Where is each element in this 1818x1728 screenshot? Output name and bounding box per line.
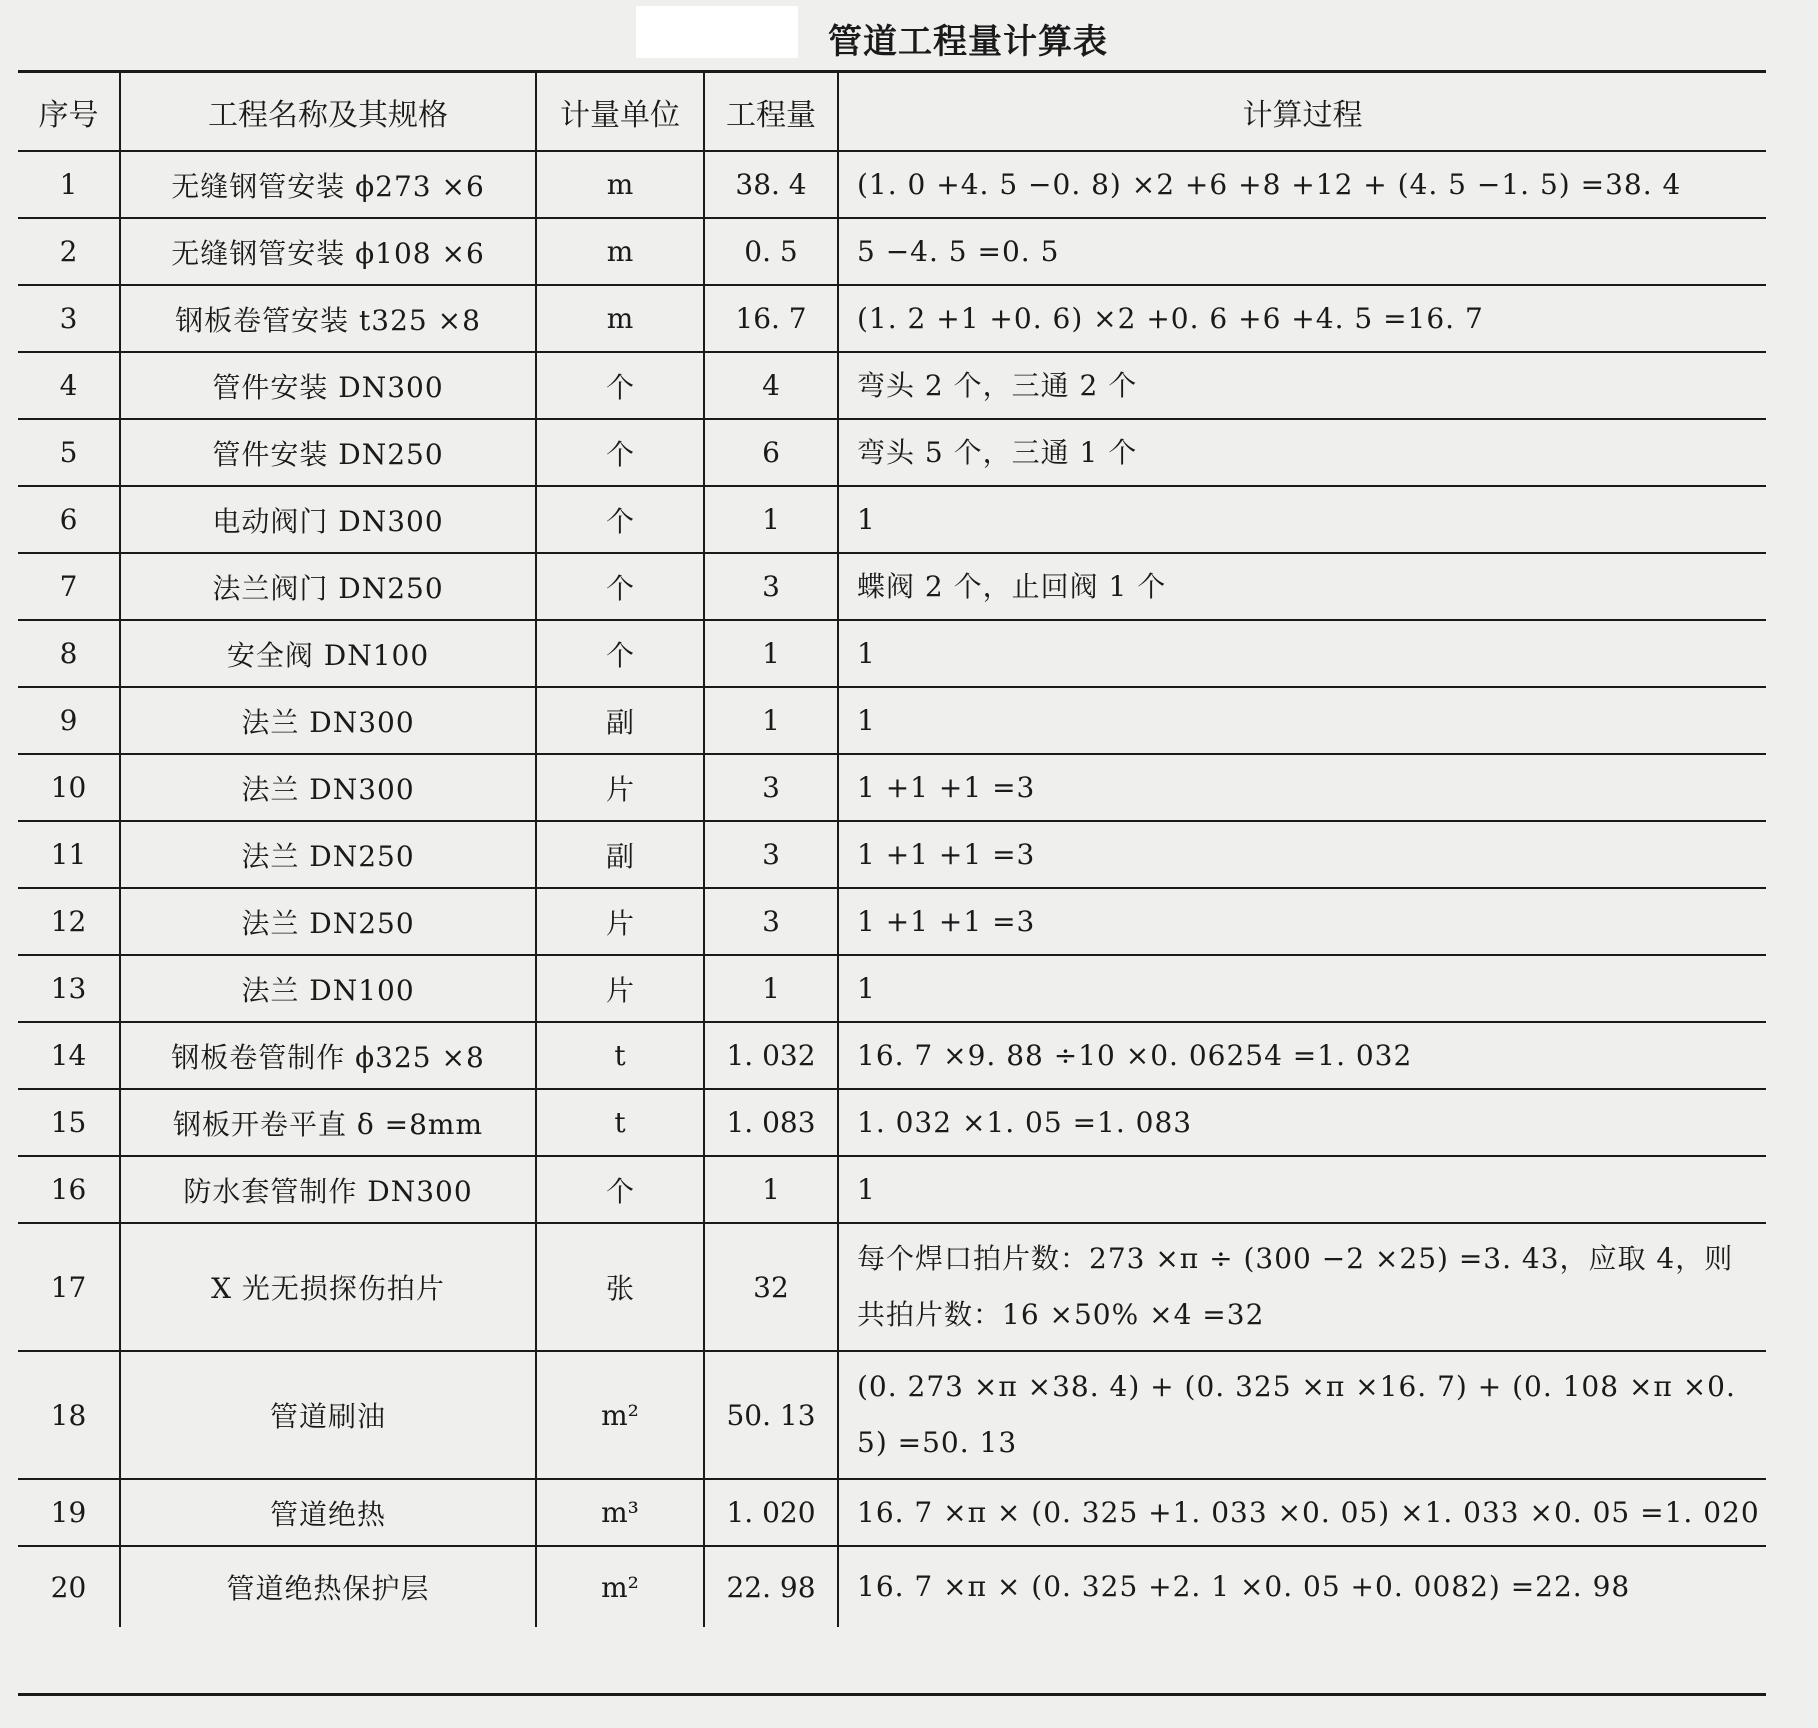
cell-calculation: 1 xyxy=(838,1156,1766,1223)
cell-item-name: 钢板卷管制作 ϕ325 ×8 xyxy=(120,1022,536,1089)
cell-unit: m³ xyxy=(536,1479,704,1546)
cell-item-name: 管道绝热 xyxy=(120,1479,536,1546)
cell-unit: 片 xyxy=(536,754,704,821)
cell-quantity: 1 xyxy=(704,1156,838,1223)
table-row xyxy=(18,1479,1766,1546)
header-name: 工程名称及其规格 xyxy=(120,73,536,151)
cell-quantity: 1 xyxy=(704,620,838,687)
cell-quantity: 1 xyxy=(704,955,838,1022)
cell-item-name: 法兰阀门 DN250 xyxy=(120,553,536,620)
cell-quantity: 50. 13 xyxy=(704,1351,838,1479)
bottom-rule xyxy=(18,1693,1766,1696)
cell-item-name: 电动阀门 DN300 xyxy=(120,486,536,553)
cell-row-number: 4 xyxy=(18,352,120,419)
cell-row-number: 12 xyxy=(18,888,120,955)
cell-calculation: 1. 032 ×1. 05 =1. 083 xyxy=(838,1089,1766,1156)
blank-box xyxy=(636,6,798,58)
cell-calculation: 每个焊口拍片数：273 ×π ÷ (300 −2 ×25) =3. 43，应取 4，则共拍片数：16 ×50% ×4 =32 xyxy=(838,1223,1766,1351)
cell-quantity: 3 xyxy=(704,553,838,620)
cell-unit: m xyxy=(536,285,704,352)
cell-row-number: 2 xyxy=(18,218,120,285)
cell-quantity: 1. 020 xyxy=(704,1479,838,1546)
table-row xyxy=(18,486,1766,553)
cell-unit: 个 xyxy=(536,419,704,486)
cell-row-number: 16 xyxy=(18,1156,120,1223)
cell-unit: 副 xyxy=(536,687,704,754)
cell-quantity: 4 xyxy=(704,352,838,419)
cell-row-number: 18 xyxy=(18,1351,120,1479)
cell-unit: m xyxy=(536,218,704,285)
table-row xyxy=(18,151,1766,218)
cell-item-name: 法兰 DN100 xyxy=(120,955,536,1022)
cell-unit: 片 xyxy=(536,955,704,1022)
cell-row-number: 11 xyxy=(18,821,120,888)
cell-quantity: 22. 98 xyxy=(704,1546,838,1627)
cell-quantity: 38. 4 xyxy=(704,151,838,218)
cell-item-name: 钢板开卷平直 δ =8mm xyxy=(120,1089,536,1156)
cell-unit: 个 xyxy=(536,553,704,620)
cell-calculation: (0. 273 ×π ×38. 4) + (0. 325 ×π ×16. 7) + (0. 108 ×π ×0. 5) =50. 13 xyxy=(838,1351,1766,1479)
cell-quantity: 1. 032 xyxy=(704,1022,838,1089)
header-calc: 计算过程 xyxy=(838,73,1766,151)
cell-item-name: 无缝钢管安装 ϕ273 ×6 xyxy=(120,151,536,218)
cell-unit: 张 xyxy=(536,1223,704,1351)
page-title: 管道工程量计算表 xyxy=(828,22,1108,62)
cell-row-number: 7 xyxy=(18,553,120,620)
table-row xyxy=(18,754,1766,821)
cell-calculation: 1 xyxy=(838,486,1766,553)
cell-unit: 个 xyxy=(536,620,704,687)
cell-calculation: 1 +1 +1 =3 xyxy=(838,821,1766,888)
cell-item-name: 法兰 DN250 xyxy=(120,821,536,888)
cell-item-name: 法兰 DN300 xyxy=(120,687,536,754)
cell-row-number: 10 xyxy=(18,754,120,821)
cell-quantity: 0. 5 xyxy=(704,218,838,285)
cell-quantity: 1 xyxy=(704,687,838,754)
table-row xyxy=(18,285,1766,352)
cell-quantity: 3 xyxy=(704,754,838,821)
cell-row-number: 9 xyxy=(18,687,120,754)
table-row xyxy=(18,352,1766,419)
cell-quantity: 6 xyxy=(704,419,838,486)
cell-row-number: 14 xyxy=(18,1022,120,1089)
cell-unit: t xyxy=(536,1089,704,1156)
cell-unit: m xyxy=(536,151,704,218)
table-row xyxy=(18,1546,1766,1627)
cell-calculation: 16. 7 ×π × (0. 325 +2. 1 ×0. 05 +0. 0082) =22. 98 xyxy=(838,1546,1766,1627)
cell-row-number: 17 xyxy=(18,1223,120,1351)
cell-item-name: 法兰 DN300 xyxy=(120,754,536,821)
cell-row-number: 15 xyxy=(18,1089,120,1156)
table-row xyxy=(18,1351,1766,1479)
cell-item-name: 管件安装 DN250 xyxy=(120,419,536,486)
table-row xyxy=(18,1089,1766,1156)
table-row xyxy=(18,687,1766,754)
header-qty: 工程量 xyxy=(704,73,838,151)
cell-item-name: 管道刷油 xyxy=(120,1351,536,1479)
cell-quantity: 1. 083 xyxy=(704,1089,838,1156)
cell-calculation: 弯头 5 个，三通 1 个 xyxy=(838,419,1766,486)
cell-row-number: 5 xyxy=(18,419,120,486)
cell-unit: 个 xyxy=(536,352,704,419)
table-row xyxy=(18,1022,1766,1089)
cell-item-name: 法兰 DN250 xyxy=(120,888,536,955)
cell-item-name: 无缝钢管安装 ϕ108 ×6 xyxy=(120,218,536,285)
header-unit: 计量单位 xyxy=(536,73,704,151)
cell-calculation: 弯头 2 个，三通 2 个 xyxy=(838,352,1766,419)
cell-item-name: 安全阀 DN100 xyxy=(120,620,536,687)
table-row xyxy=(18,620,1766,687)
cell-calculation: 16. 7 ×π × (0. 325 +1. 033 ×0. 05) ×1. 033 ×0. 05 =1. 020 xyxy=(838,1479,1766,1546)
cell-calculation: (1. 2 +1 +0. 6) ×2 +0. 6 +6 +4. 5 =16. 7 xyxy=(838,285,1766,352)
cell-unit: m² xyxy=(536,1351,704,1479)
cell-calculation: 1 xyxy=(838,687,1766,754)
cell-quantity: 32 xyxy=(704,1223,838,1351)
table-row xyxy=(18,1223,1766,1351)
cell-calculation: 1 xyxy=(838,620,1766,687)
cell-unit: 个 xyxy=(536,486,704,553)
cell-item-name: 防水套管制作 DN300 xyxy=(120,1156,536,1223)
cell-calculation: 5 −4. 5 =0. 5 xyxy=(838,218,1766,285)
cell-item-name: 管件安装 DN300 xyxy=(120,352,536,419)
table-row xyxy=(18,419,1766,486)
cell-item-name: 钢板卷管安装 t325 ×8 xyxy=(120,285,536,352)
cell-quantity: 16. 7 xyxy=(704,285,838,352)
cell-row-number: 13 xyxy=(18,955,120,1022)
cell-row-number: 3 xyxy=(18,285,120,352)
cell-unit: t xyxy=(536,1022,704,1089)
quantity-table xyxy=(18,73,1766,1627)
table-row xyxy=(18,821,1766,888)
cell-calculation: 1 xyxy=(838,955,1766,1022)
cell-item-name: 管道绝热保护层 xyxy=(120,1546,536,1627)
cell-unit: 片 xyxy=(536,888,704,955)
table-row xyxy=(18,955,1766,1022)
cell-calculation: 蝶阀 2 个，止回阀 1 个 xyxy=(838,553,1766,620)
table-row xyxy=(18,218,1766,285)
table-row xyxy=(18,888,1766,955)
cell-row-number: 6 xyxy=(18,486,120,553)
cell-quantity: 3 xyxy=(704,888,838,955)
cell-calculation: 1 +1 +1 =3 xyxy=(838,754,1766,821)
cell-calculation: (1. 0 +4. 5 −0. 8) ×2 +6 +8 +12 + (4. 5 −1. 5) =38. 4 xyxy=(838,151,1766,218)
table-row xyxy=(18,553,1766,620)
cell-row-number: 8 xyxy=(18,620,120,687)
cell-calculation: 16. 7 ×9. 88 ÷10 ×0. 06254 =1. 032 xyxy=(838,1022,1766,1089)
table-body xyxy=(18,151,1766,1627)
table-row xyxy=(18,1156,1766,1223)
header-no: 序号 xyxy=(18,73,120,151)
header-row xyxy=(18,73,1766,151)
cell-quantity: 1 xyxy=(704,486,838,553)
cell-row-number: 19 xyxy=(18,1479,120,1546)
cell-quantity: 3 xyxy=(704,821,838,888)
cell-item-name: X 光无损探伤拍片 xyxy=(120,1223,536,1351)
cell-unit: 副 xyxy=(536,821,704,888)
cell-calculation: 1 +1 +1 =3 xyxy=(838,888,1766,955)
cell-row-number: 1 xyxy=(18,151,120,218)
cell-row-number: 20 xyxy=(50,1570,87,1604)
cell-unit: 个 xyxy=(536,1156,704,1223)
cell-unit: m² xyxy=(536,1546,704,1627)
